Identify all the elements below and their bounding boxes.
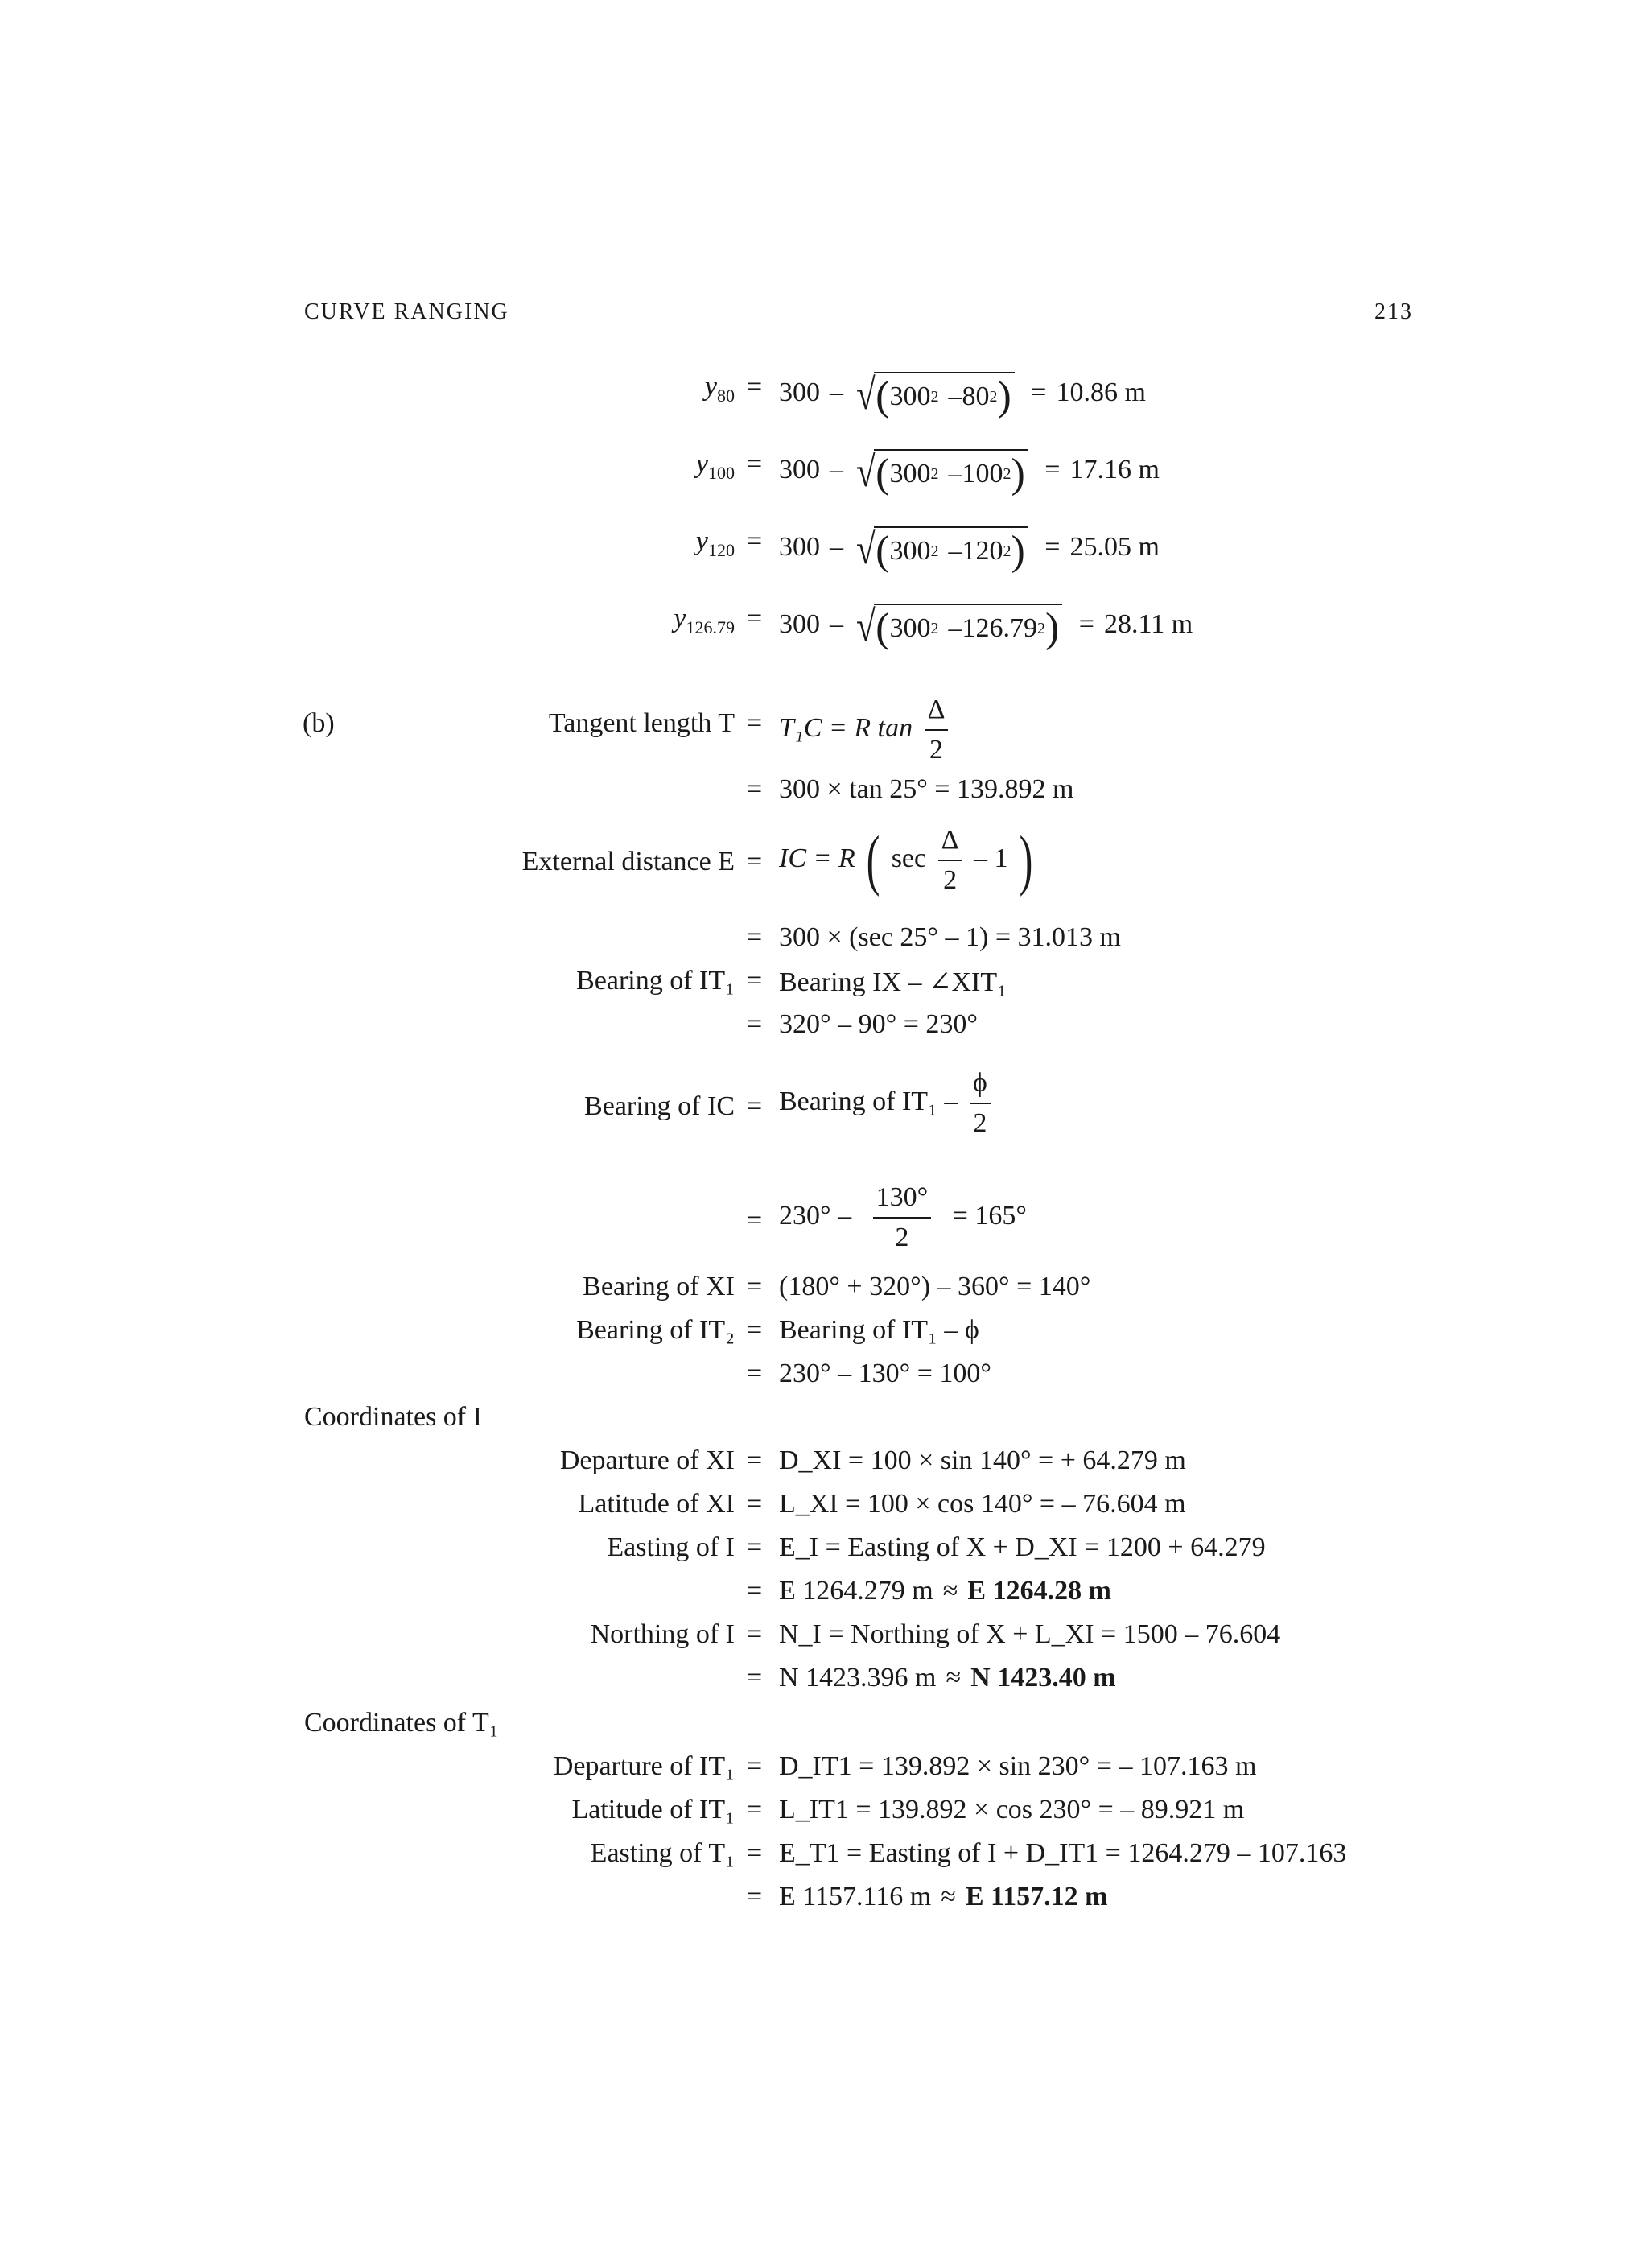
radius-value: 300 (779, 454, 820, 485)
offset-symbol: y (704, 372, 717, 402)
equals-sign: = (747, 449, 763, 479)
offset-subscript: 126.79 (686, 617, 735, 637)
offset-row-y120 (0, 525, 1648, 574)
sec-function: sec (891, 843, 927, 873)
half-phi-fraction (970, 1067, 991, 1140)
bearing-ic-label: Bearing of IC (584, 1091, 735, 1121)
equals-sign: = (747, 1663, 763, 1693)
bearing-xi-formula: (180° + 320°) – 360° = 140° (779, 1272, 1091, 1301)
denominator: 2 (929, 735, 944, 765)
latitude-it1-label: Latitude of IT₁ (571, 1795, 735, 1825)
northing-i-label: Northing of I (590, 1619, 735, 1649)
radicand-a: 300 (889, 381, 931, 411)
external-value-row (0, 922, 1648, 966)
easting-t1-row (0, 1838, 1648, 1882)
approx-sign: ≈ (946, 1663, 962, 1693)
bearing-it1-row (0, 966, 1648, 1009)
easting-i-rounded: E 1264.28 m (967, 1576, 1111, 1606)
equals-sign: = (747, 1009, 763, 1039)
bearing-ic-row (0, 1068, 1648, 1156)
bearing-it1-value: 320° – 90° = 230° (779, 1009, 978, 1039)
equals-sign: = (747, 604, 763, 633)
equals-sign: = (747, 1882, 763, 1911)
easting-t1-value: E 1157.116 m (779, 1882, 932, 1911)
coordinates-i-heading: Coordinates of I (304, 1402, 482, 1432)
square-root: √ ( 300 2 – 120 2 ) (854, 526, 1028, 571)
coordinates-t1-heading-row (0, 1708, 1648, 1751)
approx-sign: ≈ (942, 1576, 958, 1606)
external-distance-label: External distance E (521, 847, 735, 876)
offset-result: 28.11 m (1103, 608, 1193, 639)
equals-sign: = (747, 1532, 763, 1562)
latitude-it1-row (0, 1795, 1648, 1838)
page-number: 213 (1374, 299, 1413, 324)
radius-value: 300 (779, 531, 820, 562)
offset-result: 17.16 m (1069, 454, 1160, 485)
bearing-ic-value-row (0, 1182, 1648, 1270)
bearing-it1-formula: Bearing IX – ∠XIT₁ (779, 967, 1007, 997)
bearing-xi-row (0, 1272, 1648, 1315)
equals-sign: = (747, 526, 763, 556)
equals-sign: = (747, 847, 763, 876)
numerator: 130° (873, 1181, 932, 1219)
easting-t1-formula: E_T1 = Easting of I + D_IT1 = 1264.279 – 107.163 (779, 1838, 1347, 1868)
equals-sign: = (1044, 531, 1061, 562)
equals-sign: = (747, 1359, 763, 1388)
northing-i-formula: N_I = Northing of X + L_XI = 1500 – 76.604 (779, 1619, 1281, 1649)
equals-sign: = (747, 372, 763, 402)
external-formula: IC = R (779, 843, 855, 873)
departure-it1-label: Departure of IT₁ (553, 1751, 735, 1781)
offset-symbol: y (695, 449, 708, 479)
equals-sign: = (747, 922, 763, 952)
phi-symbol: ϕ (970, 1067, 991, 1104)
bearing-ic-formula: Bearing of IT₁ – (779, 1086, 958, 1116)
equals-sign: = (747, 708, 763, 738)
half-delta-fraction (938, 824, 962, 897)
equals-sign: = (747, 1206, 763, 1235)
easting-i-value-row (0, 1576, 1648, 1619)
offset-symbol: y (695, 526, 708, 556)
equals-sign: = (1078, 608, 1094, 639)
northing-i-value: N 1423.396 m (779, 1663, 937, 1693)
tangent-length-row (0, 695, 1648, 773)
square-root: √ ( 300 2 – 126.79 2 ) (854, 604, 1063, 649)
equals-sign: = (747, 1272, 763, 1301)
offset-row-y126 (0, 602, 1648, 651)
radicand-a: 300 (889, 459, 931, 489)
radicand-b: 80 (962, 381, 990, 411)
delta-symbol: Δ (925, 694, 949, 731)
minus-sign: – (830, 454, 843, 485)
offset-row-y80 (0, 370, 1648, 419)
denominator: 2 (973, 1108, 987, 1138)
radius-value: 300 (779, 377, 820, 407)
minus-sign: – (948, 459, 962, 489)
square-root: √ ( 300 2 – 100 2 ) (854, 449, 1028, 494)
radicand-a: 300 (889, 536, 931, 566)
external-distance-row: External distance E = IC = R ( sec $\frac{\Delta}{2}$ – 1 ) (521, 823, 1033, 897)
equals-sign: = (1031, 377, 1047, 407)
equals-sign: = (747, 1445, 763, 1475)
latitude-xi-formula: L_XI = 100 × cos 140° = – 76.604 m (779, 1489, 1186, 1519)
bearing-it2-row (0, 1315, 1648, 1359)
offset-result: 10.86 m (1056, 377, 1146, 407)
northing-i-value-row (0, 1663, 1648, 1706)
coordinates-i-heading-row (0, 1402, 1648, 1445)
radicand-b: 120 (962, 536, 1003, 566)
equals-sign: = (747, 1795, 763, 1825)
minus-sign: – (948, 613, 962, 643)
offset-result: 25.05 m (1069, 531, 1160, 562)
offset-row-y100 (0, 447, 1648, 497)
bearing-it1-value-row (0, 1009, 1648, 1053)
departure-it1-row (0, 1751, 1648, 1795)
latitude-xi-row (0, 1489, 1648, 1532)
easting-t1-label: Easting of T₁ (590, 1838, 735, 1868)
departure-xi-row (0, 1445, 1648, 1489)
easting-i-label: Easting of I (607, 1532, 735, 1562)
equals-sign: = (747, 1576, 763, 1606)
offset-symbol: y (674, 604, 686, 633)
square-root: √ ( 300 2 – 80 2 ) (854, 372, 1015, 417)
latitude-it1-formula: L_IT1 = 139.892 × cos 230° = – 89.921 m (779, 1795, 1245, 1825)
easting-t1-rounded: E 1157.12 m (965, 1882, 1108, 1911)
coordinates-t1-heading: Coordinates of T₁ (304, 1708, 499, 1738)
radius-value: 300 (779, 608, 820, 639)
bearing-ic-value-suffix: = 165° (952, 1200, 1027, 1231)
equals-sign: = (747, 1091, 763, 1121)
bearing-it1-label: Bearing of IT₁ (576, 966, 735, 996)
approx-sign: ≈ (941, 1882, 956, 1911)
minus-sign: – (830, 377, 843, 407)
offset-subscript: 80 (717, 386, 735, 406)
minus-sign: – (830, 531, 843, 562)
tangent-value: 300 × tan 25° = 139.892 m (779, 774, 1074, 804)
half-angle-fraction (873, 1181, 932, 1254)
easting-i-row (0, 1532, 1648, 1576)
easting-i-value: E 1264.279 m (779, 1576, 933, 1606)
departure-xi-formula: D_XI = 100 × sin 140° = + 64.279 m (779, 1445, 1186, 1475)
easting-i-formula: E_I = Easting of X + D_XI = 1200 + 64.279 (779, 1532, 1266, 1562)
radicand-b: 126.79 (962, 613, 1037, 643)
half-delta-fraction (925, 694, 949, 766)
offset-subscript: 120 (708, 540, 735, 560)
departure-xi-label: Departure of XI (559, 1445, 735, 1475)
minus-sign: – (830, 608, 843, 639)
equals-sign: = (747, 1315, 763, 1345)
bearing-it2-formula: Bearing of IT₁ – ϕ (779, 1315, 979, 1345)
equals-sign: = (747, 1619, 763, 1649)
equals-sign: = (1044, 454, 1061, 485)
departure-it1-formula: D_IT1 = 139.892 × sin 230° = – 107.163 m (779, 1751, 1257, 1781)
equals-sign: = (747, 966, 763, 996)
denominator: 2 (895, 1223, 909, 1252)
radicand-a: 300 (889, 613, 931, 643)
bearing-it2-value: 230° – 130° = 100° (779, 1359, 991, 1388)
easting-t1-value-row (0, 1882, 1648, 1925)
part-b-label: (b) (303, 708, 335, 738)
bearing-xi-label: Bearing of XI (583, 1272, 735, 1301)
delta-symbol: Δ (938, 824, 962, 861)
bearing-ic-value-prefix: 230° – (779, 1200, 852, 1231)
running-header-title: CURVE RANGING (304, 299, 509, 324)
tangent-formula: T₁C = R tan (779, 712, 913, 743)
radicand-b: 100 (962, 459, 1003, 489)
bearing-it2-label: Bearing of IT₂ (576, 1315, 735, 1345)
equals-sign: = (747, 1489, 763, 1519)
equals-sign: = (747, 1751, 763, 1781)
denominator: 2 (943, 865, 958, 895)
tangent-value-row (0, 774, 1648, 818)
northing-i-row (0, 1619, 1648, 1663)
bearing-it2-value-row (0, 1359, 1648, 1402)
minus-one: – 1 (974, 843, 1008, 873)
minus-sign: – (948, 381, 962, 411)
equals-sign: = (747, 1838, 763, 1868)
northing-i-rounded: N 1423.40 m (970, 1663, 1116, 1693)
equals-sign: = (747, 774, 763, 804)
external-value: 300 × (sec 25° – 1) = 31.013 m (779, 922, 1121, 952)
latitude-xi-label: Latitude of XI (578, 1489, 735, 1519)
offset-subscript: 100 (708, 463, 735, 483)
tangent-length-label: Tangent length T (548, 708, 735, 738)
minus-sign: – (948, 536, 962, 566)
